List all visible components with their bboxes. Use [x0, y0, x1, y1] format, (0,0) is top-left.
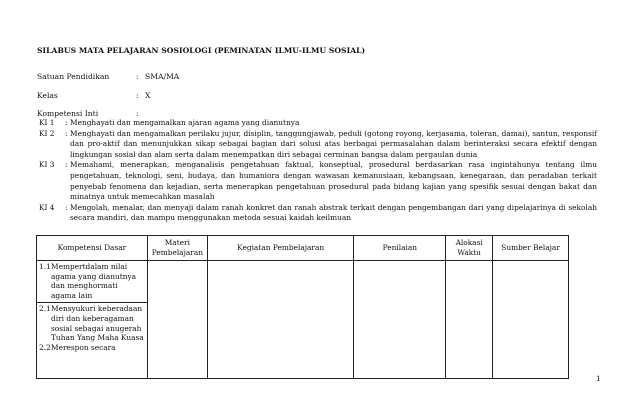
- kd-item: [39, 343, 145, 353]
- field-label: Satuan Pendidikan: [37, 72, 110, 81]
- header-penilaian: Penilaian: [354, 236, 446, 261]
- kd-text: Mensyukuri keberadaan diri dan keberagaman sosial sebagai anugerah Tuhan Yang Maha Kuasa: [51, 304, 144, 343]
- ki-code: KI 4: [39, 202, 55, 212]
- ki-code: KI 2: [39, 128, 55, 138]
- ki-item: [37, 129, 597, 161]
- header-alokasi-waktu: Alokasi Waktu: [446, 236, 493, 261]
- kd-number: 2.1: [39, 304, 51, 314]
- field-separator: :: [136, 109, 139, 118]
- ki-colon: :: [65, 118, 68, 127]
- header-kompetensi-dasar: Kompetensi Dasar: [37, 236, 148, 261]
- ki-text: Memahami, menerapkan, menganalisis pengetahuan faktual, konseptual, prosedural berdasarkan rasa ingintahunya tentang ilmu pengetahuan, teknologi, seni, budaya, dan humaniora dengan wawasan kemanusiaan, kebangsaan, kenegaraan, dan peradaban terkait penyebab fenomena dan kejadian, serta menerapkan pengetahuan prosedural pada bidang kajian yang spesifik sesuai dengan bakat dan minatnya untuk memecahkan masalah: [70, 160, 597, 202]
- kd-block: [37, 261, 147, 303]
- field-value: SMA/MA: [145, 72, 180, 81]
- kd-block: [37, 303, 147, 354]
- ki-colon: :: [65, 128, 68, 138]
- ki-text: Menghayati dan mengamalkan ajaran agama yang dianutnya: [70, 118, 300, 127]
- ki-item: [37, 203, 597, 224]
- header-sumber-belajar: Sumber Belajar: [493, 236, 569, 261]
- field-separator: :: [136, 91, 139, 100]
- field-value: X: [145, 91, 151, 100]
- header-kegiatan-pembelajaran: Kegiatan Pembelajaran: [207, 236, 354, 261]
- table-row: [37, 261, 569, 379]
- ki-code: KI 3: [39, 160, 55, 170]
- ki-item: [37, 160, 597, 202]
- syllabus-table: [36, 235, 569, 379]
- ki-item: [37, 118, 597, 129]
- sumber-cell: [493, 261, 569, 379]
- materi-cell: [147, 261, 207, 379]
- kd-text: Merespon secara: [51, 342, 116, 352]
- kegiatan-cell: [207, 261, 354, 379]
- ki-text: Menghayati dan mengamalkan perilaku jujur, disiplin, tanggungjawab, peduli (gotong royong, kerjasama, toleran, damai), santun, responsif dan pro-aktif dan menunjukkan sikap sebagai bagian dari solusi atas berbagai permasalahan dalam berinteraksi secara efektif dengan lingkungan sosial dan alam serta dalam menempatkan diri sebagai cerminan bangsa dalam pergaulan dunia: [70, 128, 597, 159]
- ki-text: Mengolah, menalar, dan menyaji dalam ranah konkret dan ranah abstrak terkait dengan pengembangan dari yang dipelajarinya di sekolah secara mandiri, dan mampu menggunakan metoda sesuai kaidah keilmuan: [70, 202, 597, 223]
- kd-cell: [37, 261, 148, 379]
- ki-colon: :: [65, 160, 68, 170]
- penilaian-cell: [354, 261, 446, 379]
- ki-colon: :: [65, 202, 68, 212]
- document-title: SILABUS MATA PELAJARAN SOSIOLOGI (PEMINATAN ILMU-ILMU SOSIAL): [37, 46, 366, 55]
- kd-number: 2.2: [39, 342, 51, 352]
- page-number: 1: [596, 374, 601, 383]
- kd-item: [39, 304, 145, 342]
- ki-code: KI 1: [39, 118, 55, 127]
- kd-item: [39, 262, 145, 300]
- field-separator: :: [136, 72, 139, 81]
- kd-number: 1.1: [39, 262, 51, 271]
- header-materi-pembelajaran: Materi Pembelajaran: [147, 236, 207, 261]
- field-label: Kelas: [37, 91, 58, 100]
- table-header-row: [37, 236, 569, 261]
- kd-text: Mempertdalam nilai agama yang dianutnya dan menghormati agama lain: [51, 262, 137, 300]
- kompetensi-inti-list: [37, 118, 597, 224]
- field-label: Kompetensi Inti: [37, 109, 99, 118]
- alokasi-cell: [446, 261, 493, 379]
